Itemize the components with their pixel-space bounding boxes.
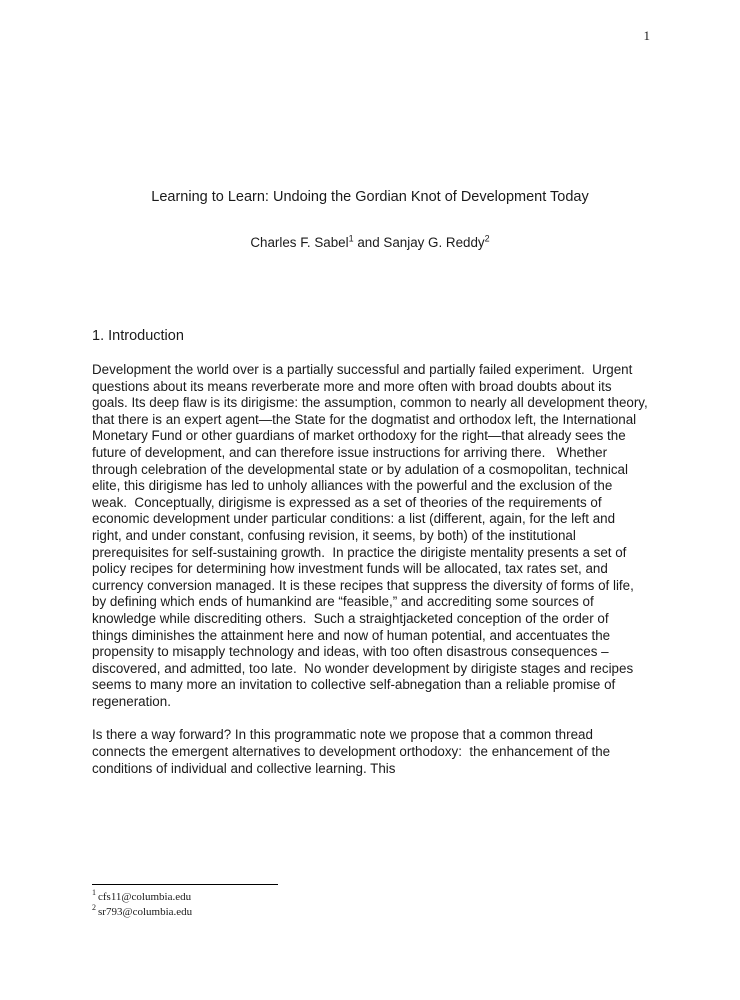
authors-line — [92, 234, 648, 251]
footnote-2-text: sr793@columbia.edu — [98, 905, 193, 918]
footnote-2-marker: 2 — [92, 902, 96, 912]
paragraph-2: Is there a way forward? In this programmatic note we propose that a common thread connects the emergent alternatives to development orthodoxy: the enhancement of the conditions of individual and collective learning. This — [92, 727, 614, 776]
author-2-footnote-marker: 2 — [484, 233, 490, 244]
footnote-2 — [92, 902, 648, 920]
paper-title: Learning to Learn: Undoing the Gordian Knot of Development Today — [151, 189, 589, 205]
author-1-footnote-marker: 1 — [348, 233, 354, 244]
footnote-1-marker: 1 — [92, 888, 96, 898]
author-1-name: Charles F. Sabel — [250, 235, 349, 250]
author-2-name: and Sanjay G. Reddy — [353, 235, 485, 250]
footnote-1 — [92, 890, 648, 905]
footnote-block — [92, 884, 648, 919]
section-heading-introduction: 1. Introduction — [92, 328, 184, 344]
page-number: 1 — [643, 28, 650, 43]
paragraph-1: Development the world over is a partially successful and partially failed experiment. Urgent questions about its means reverberate more and more often with broad doubts about its goals. Its deep flaw is its dirigisme: the assumption, common to nearly all development theory, that there is an expert agent—the State for the dogmatist and orthodox left, the International Monetary Fund or other guardians of market orthodoxy for the right—that already sees the future of development, and can therefore issue instructions for arriving there. Whether through celebration of the developmental state or by adulation of a cosmopolitan, technical elite, this dirigisme has led to unholy alliances with the powerful and the exclusion of the weak. Conceptually, dirigisme is expressed as a set of theories of the requirements of economic development under particular conditions: a list (different, again, for the left and right, and under constant, confusing revision, it seems, by both) of the institutional prerequisites for self-sustaining growth. In practice the dirigiste mentality presents a set of policy recipes for determining how investment funds will be allocated, tax rates set, and currency conversion managed. It is these recipes that suppress the diversity of forms of life, by defining which ends of humankind are “feasible,” and accrediting some sources of knowledge while discrediting others. Such a straightjacketed conception of the order of things diminishes the attainment here and now of human potential, and accentuates the propensity to misapply technology and ideas, with too often disastrous consequences – discovered, and admitted, too late. No wonder development by dirigiste stages and recipes seems to many more an invitation to collective self-abnegation than a reliable promise of regeneration. — [92, 362, 652, 709]
footnote-separator-rule — [92, 884, 278, 885]
footnote-1-text: cfs11@columbia.edu — [98, 891, 192, 903]
